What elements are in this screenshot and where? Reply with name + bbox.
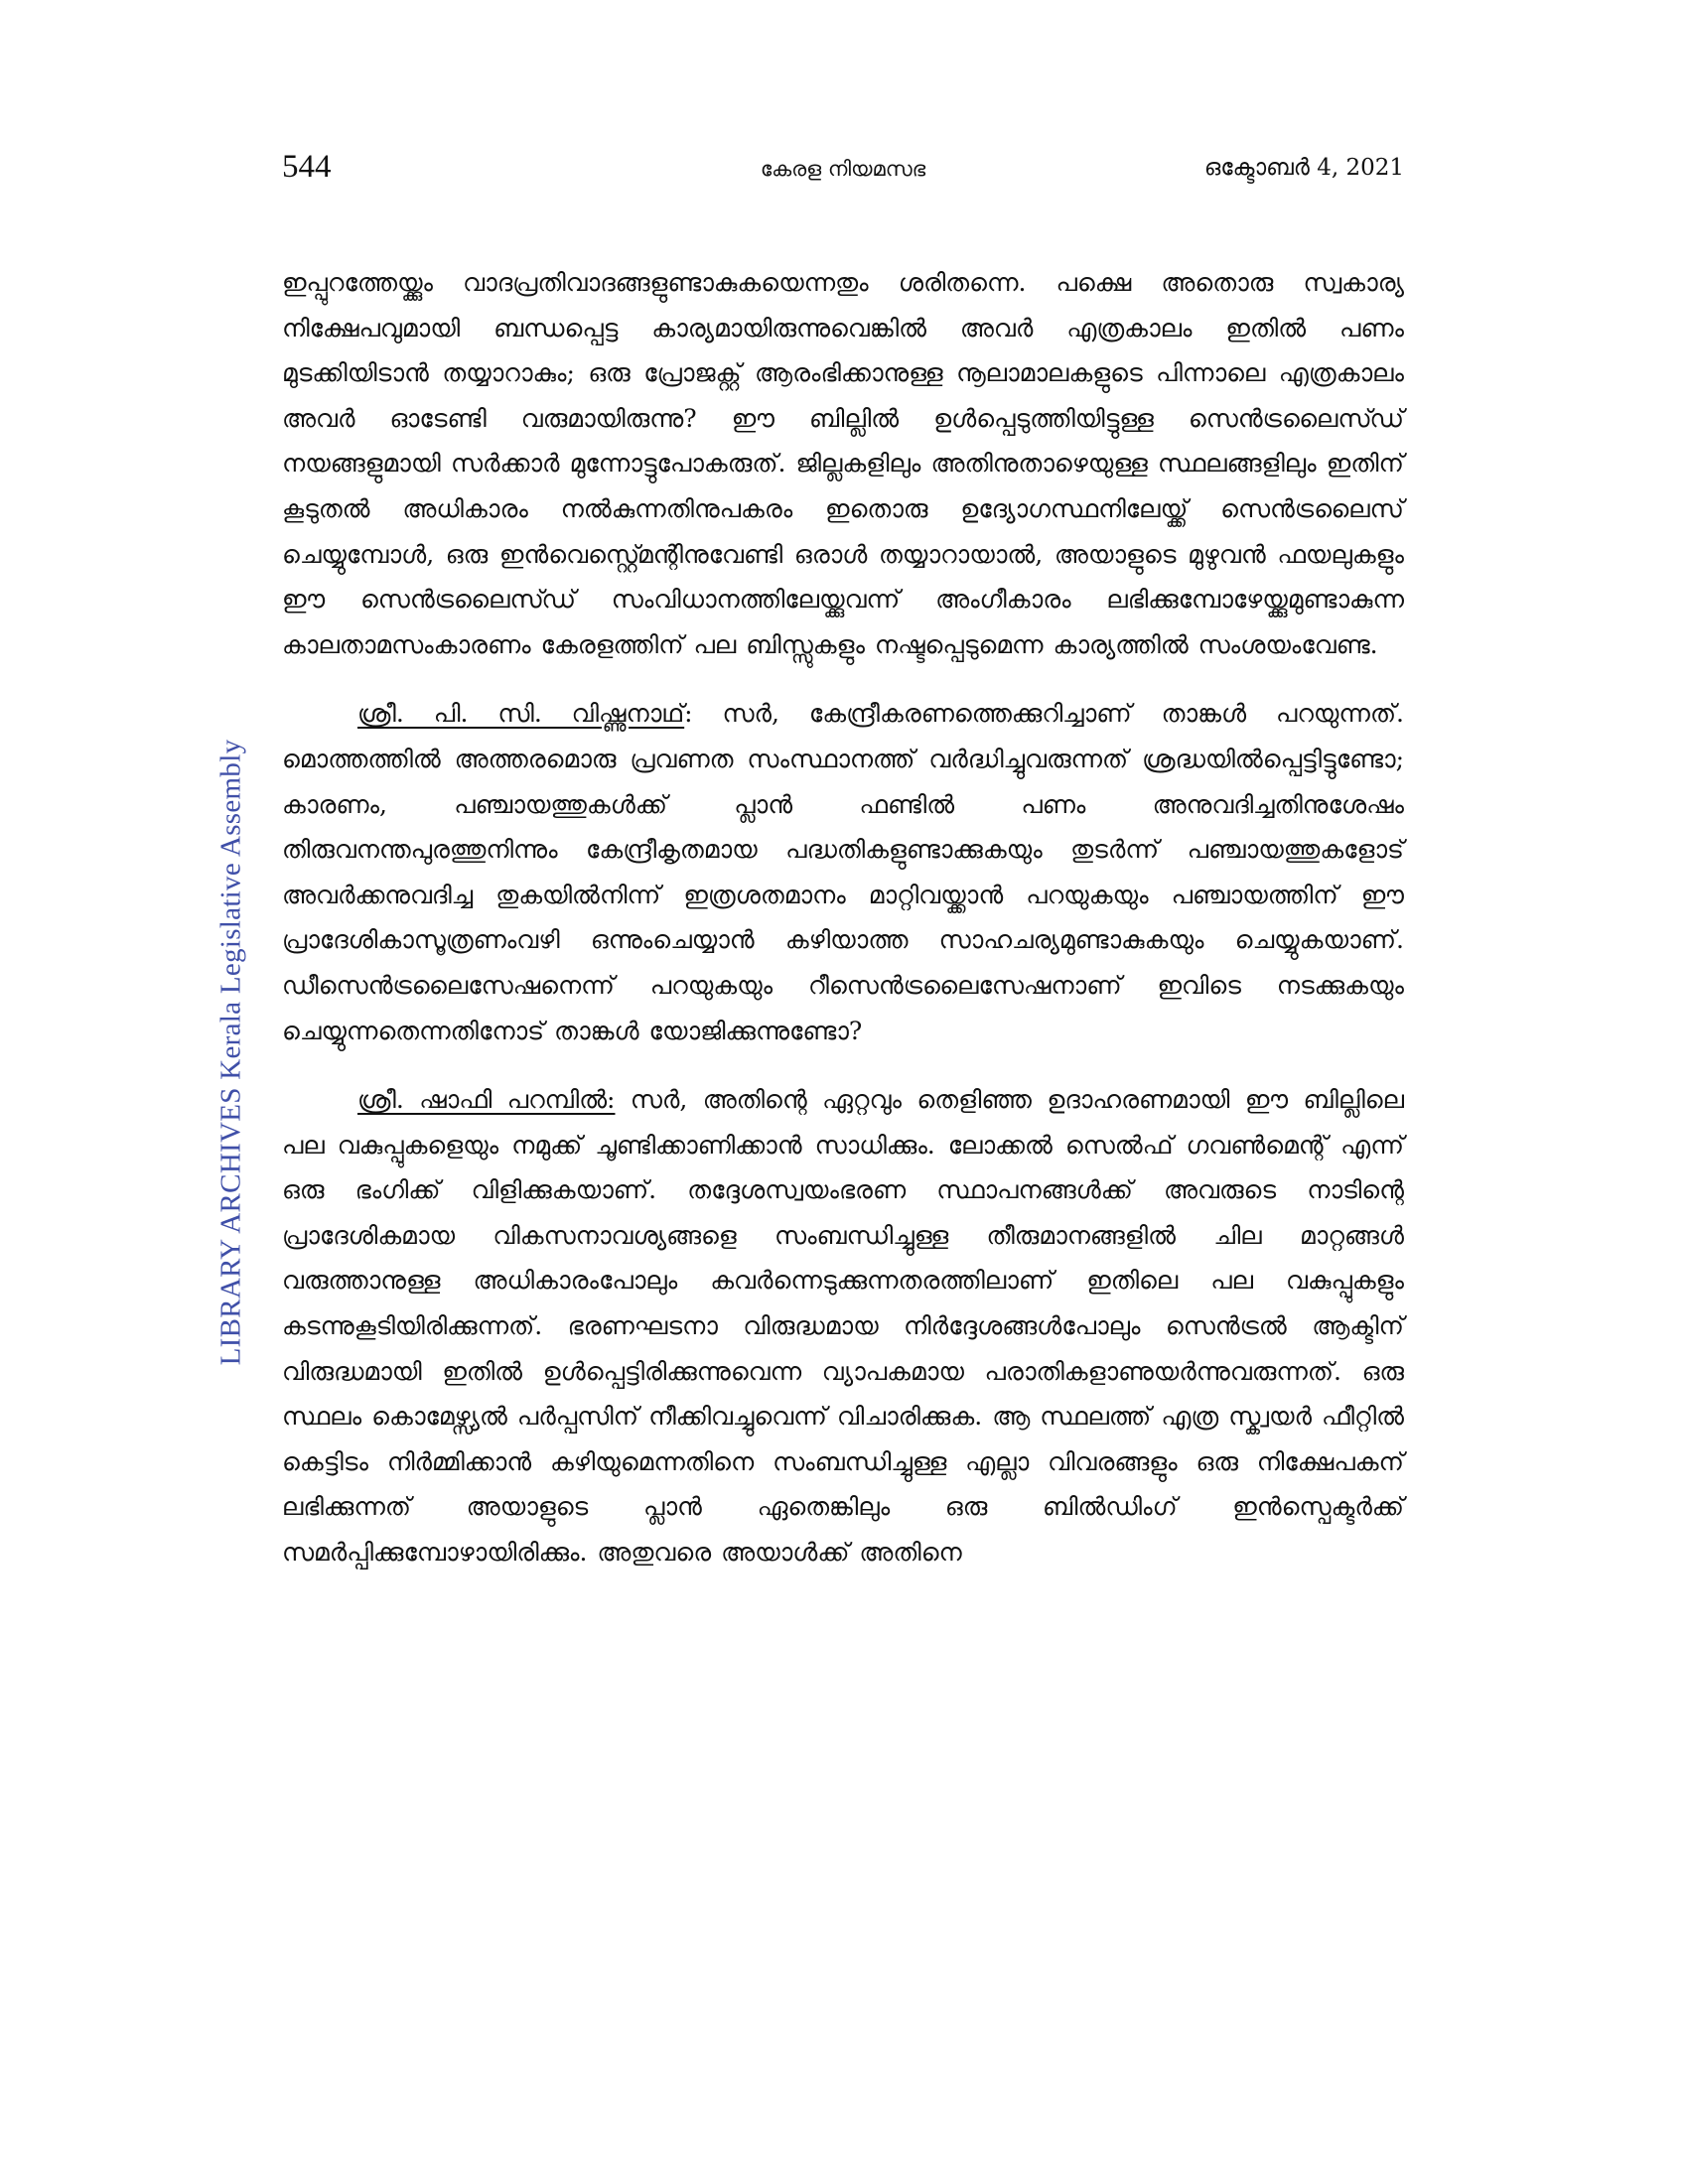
speech-text: സർ, അതിന്റെ ഏറ്റവും തെളിഞ്ഞ ഉദാഹരണമായി ഈ ബില്ലിലെ പല വകുപ്പുകളെയും നമുക്ക് ചൂണ്ടിക്കാണിക്കാൻ സാധിക്കും. ലോക്കൽ സെൽഫ് ഗവൺമെന്റ് എന്ന് ഒരു ഭംഗിക്ക് വിളിക്കുകയാണ്. തദ്ദേശസ്വയംഭരണ സ്ഥാപനങ്ങൾക്ക് അവരുടെ നാടിന്റെ പ്രാദേശികമായ വികസനാവശ്യങ്ങളെ സംബന്ധിച്ചുള്ള തീരുമാനങ്ങളിൽ ചില മാറ്റങ്ങൾ വരുത്താനുള്ള അധികാരംപോലും കവർന്നെടുക്കുന്നതരത്തിലാണ് ഇതിലെ പല വകുപ്പുകളും കടന്നുകൂടിയിരിക്കുന്നത്. ഭരണഘടനാ വിരുദ്ധമായ നിർദ്ദേശങ്ങൾപോലും സെൻട്രൽ ആക്ടിന് വിരുദ്ധമായി ഇതിൽ ഉൾപ്പെട്ടിരിക്കുന്നുവെന്ന വ്യാപകമായ പരാതികളാണുയർന്നുവരുന്നത്. ഒരു സ്ഥലം കൊമേഴ്സ്യൽ പർപ്പസിന് നീക്കിവച്ചുവെന്ന് വിചാരിക്കുക. ആ സ്ഥലത്ത് എത്ര സ്ക്വയർ ഫീറ്റിൽ കെട്ടിടം നിർമ്മിക്കാൻ കഴിയുമെന്നതിനെ സംബന്ധിച്ചുള്ള എല്ലാ വിവരങ്ങളും ഒരു നിക്ഷേപകന് ലഭിക്കുന്നത് അയാളുടെ പ്ലാൻ ഏതെങ്കിലും ഒരു ബിൽഡിംഗ് ഇൻസ്പെക്ടർക്ക് സമർപ്പിക്കുമ്പോഴായിരിക്കും. അതുവരെ അയാൾക്ക് അതിനെ bbox=[282, 1085, 1404, 1568]
speaker-name: ശ്രീ. ഷാഫി പറമ്പിൽ: bbox=[357, 1085, 616, 1115]
document-body bbox=[282, 260, 1404, 1575]
page-number: 544 bbox=[282, 149, 332, 185]
speech-vishnunath bbox=[282, 691, 1404, 1053]
speech-text: : സർ, കേന്ദ്രീകരണത്തെക്കുറിച്ചാണ് താങ്കൾ പറയുന്നത്. മൊത്തത്തിൽ അത്തരമൊരു പ്രവണത സംസ്ഥാനത്ത് വർദ്ധിച്ചുവരുന്നത് ശ്രദ്ധയിൽപ്പെട്ടിട്ടുണ്ടോ; കാരണം, പഞ്ചായത്തുകൾക്ക് പ്ലാൻ ഫണ്ടിൽ പണം അനുവദിച്ചതിനുശേഷം തിരുവനന്തപുരത്തുനിന്നും കേന്ദ്രീകൃതമായ പദ്ധതികളുണ്ടാക്കുകയും തുടർന്ന് പഞ്ചായത്തുകളോട് അവർക്കനുവദിച്ച തുകയിൽനിന്ന് ഇത്രശതമാനം മാറ്റിവയ്ക്കാൻ പറയുകയും പഞ്ചായത്തിന് ഈ പ്രാദേശികാസൂത്രണംവഴി ഒന്നുംചെയ്യാൻ കഴിയാത്ത സാഹചര്യമുണ്ടാകുകയും ചെയ്യുകയാണ്. ഡീസെൻട്രലൈസേഷനെന്ന് പറയുകയും റീസെൻട്രലൈസേഷനാണ് ഇവിടെ നടക്കുകയും ചെയ്യുന്നതെന്നതിനോട് താങ്കൾ യോജിക്കുന്നുണ്ടോ? bbox=[282, 699, 1404, 1045]
paragraph-text: ഇപ്പുറത്തേയ്ക്കും വാദപ്രതിവാദങ്ങളുണ്ടാകുകയെന്നതും ശരിതന്നെ. പക്ഷെ അതൊരു സ്വകാര്യ നിക്ഷേപവുമായി ബന്ധപ്പെട്ട കാര്യമായിരുന്നുവെങ്കിൽ അവർ എത്രകാലം ഇതിൽ പണം മുടക്കിയിടാൻ തയ്യാറാകും; ഒരു പ്രോജക്റ്റ് ആരംഭിക്കാനുള്ള നൂലാമാലകളുടെ പിന്നാലെ എത്രകാലം അവർ ഓടേണ്ടി വരുമായിരുന്നു? ഈ ബില്ലിൽ ഉൾപ്പെടുത്തിയിട്ടുള്ള സെൻട്രലൈസ്ഡ് നയങ്ങളുമായി സർക്കാർ മുന്നോട്ടുപോകരുത്. ജില്ലകളിലും അതിനുതാഴെയുള്ള സ്ഥലങ്ങളിലും ഇതിന് കൂടുതൽ അധികാരം നൽകുന്നതിനുപകരം ഇതൊരു ഉദ്യോഗസ്ഥനിലേയ്ക്ക് സെൻട്രലൈസ് ചെയ്യുമ്പോൾ, ഒരു ഇൻവെസ്റ്റ്മെന്റിനുവേണ്ടി ഒരാൾ തയ്യാറായാൽ, അയാളുടെ മുഴുവൻ ഫയലുകളും ഈ സെൻട്രലൈസ്ഡ് സംവിധാനത്തിലേയ്ക്കുവന്ന് അംഗീകാരം ലഭിക്കുമ്പോഴേയ്ക്കുമുണ്ടാകുന്ന കാലതാമസംകാരണം കേരളത്തിന് പല ബിസ്സുകളും നഷ്ടപ്പെടുമെന്ന കാര്യത്തിൽ സംശയംവേണ്ട. bbox=[282, 268, 1404, 659]
running-title: കേരള നിയമസഭ bbox=[760, 157, 926, 181]
paragraph-continued bbox=[282, 260, 1404, 667]
header-date: ഒക്ടോബർ 4, 2021 bbox=[1203, 155, 1404, 181]
page-header bbox=[282, 149, 1404, 199]
speech-shafi-parambil bbox=[282, 1077, 1404, 1575]
speaker-name: ശ്രീ. പി. സി. വിഷ്ണുനാഥ് bbox=[357, 699, 685, 729]
archive-watermark: LIBRARY ARCHIVES Kerala Legislative Assembly bbox=[214, 739, 247, 1366]
